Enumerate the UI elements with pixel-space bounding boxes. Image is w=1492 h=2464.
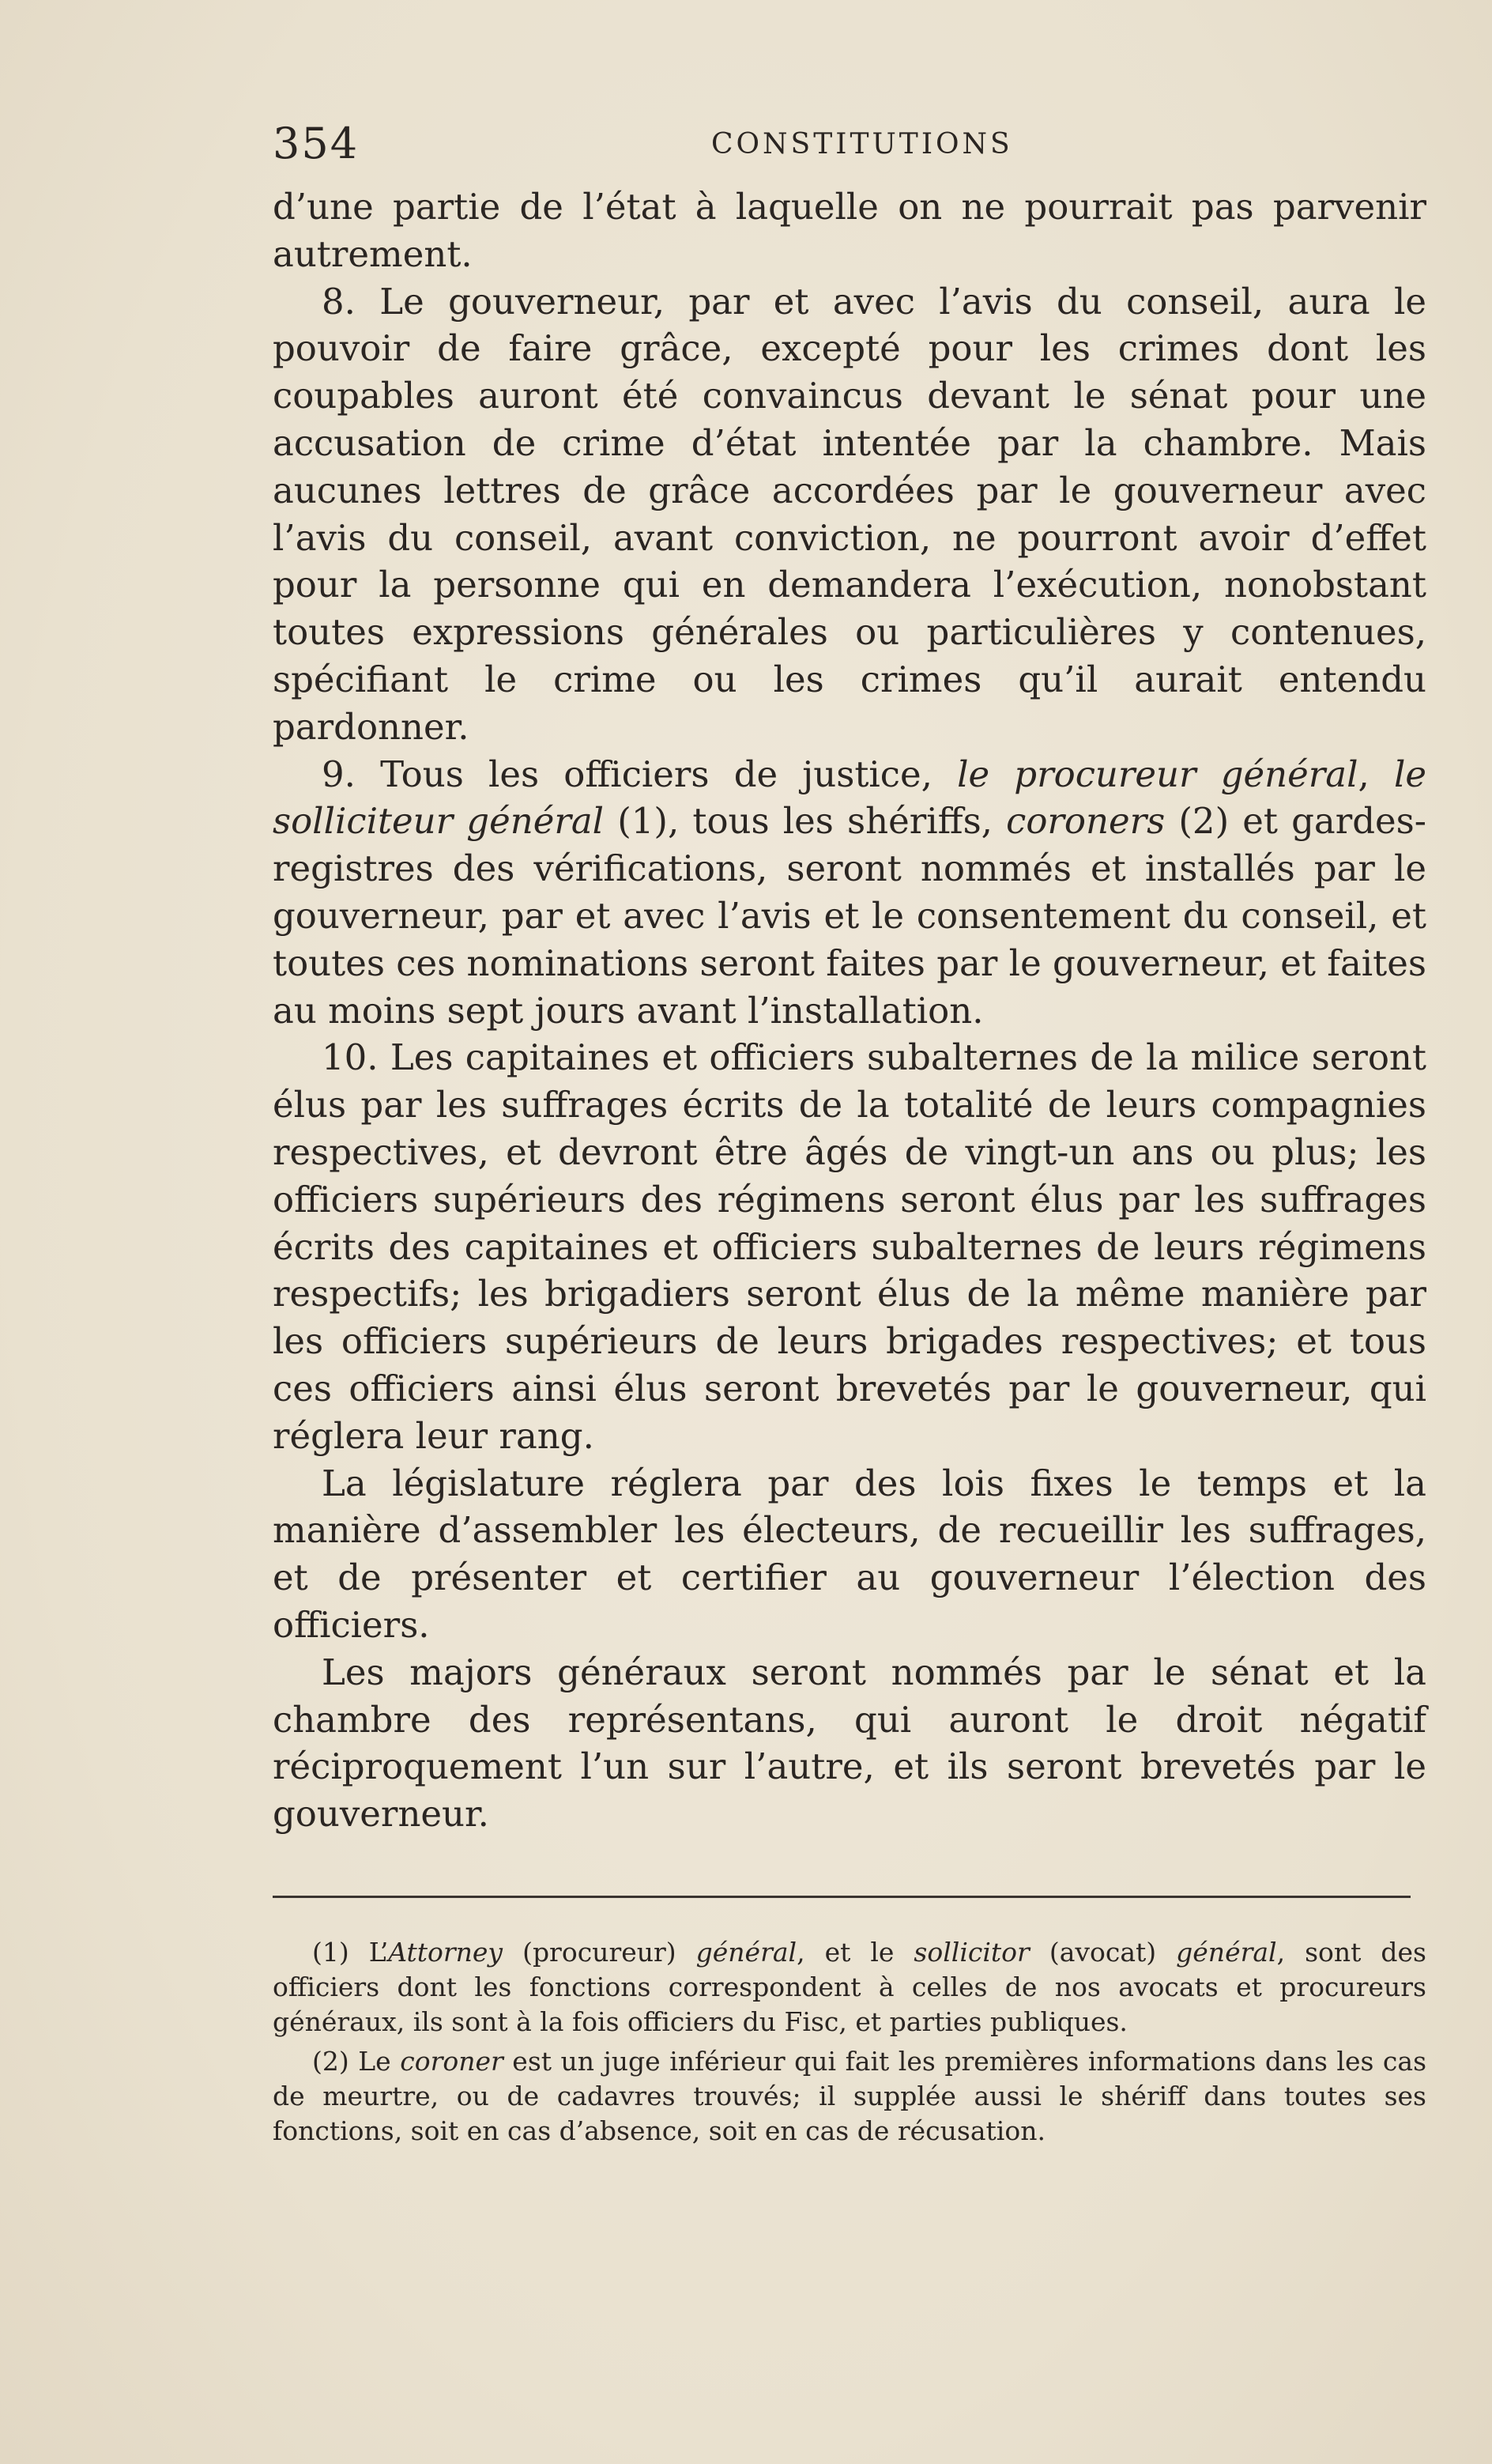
article-9 bbox=[273, 751, 1426, 1035]
footnote-1-text: (avocat) bbox=[1029, 1937, 1177, 1968]
paragraph-continuation: d’une partie de l’état à laquelle on ne pourrait pas parvenir autrement. bbox=[273, 186, 1426, 275]
footnote-1-text: , sont des officiers dont les fonctions correspondent à celles de nos avocats et procureurs généraux, ils sont à la fois officiers du Fisc, et parties publiques. bbox=[273, 1937, 1426, 2037]
footnotes bbox=[273, 1935, 1426, 2153]
sollicitor-term: sollicitor bbox=[914, 1937, 1030, 1968]
general-term: général bbox=[695, 1937, 797, 1968]
footnote-divider bbox=[273, 1896, 1411, 1898]
main-text bbox=[273, 183, 1426, 1838]
article-9-text: , bbox=[1358, 753, 1394, 795]
paragraph-legislature: La législature réglera par des lois fixes le temps et la manière d’assembler les électeurs, de recueillir les suffrages, et de présenter et certifier au gouverneur l’élection des officiers. bbox=[273, 1462, 1426, 1646]
article-9-text: (2) et gardes-registres des vérifications, seront nommés et installés par le gouverneur, par et avec l’avis et le consentement du conseil, et toutes ces nominations seront faites par le gouverneur, et faites au moins sept jours avant l’installation. bbox=[273, 800, 1426, 1032]
procureur-general-term: le procureur général bbox=[957, 753, 1358, 795]
paragraph-majors-generaux: Les majors généraux seront nommés par le sénat et la chambre des représentans, qui auront le droit négatif réciproquement l’un sur l’autre, et ils seront brevetés par le gouverneur. bbox=[273, 1651, 1426, 1836]
general-term: général bbox=[1176, 1937, 1277, 1968]
footnote-1-text: (procureur) bbox=[503, 1937, 696, 1968]
solliciteur-general-term: le solliciteur général bbox=[273, 753, 1426, 843]
footnote-1-text: , et le bbox=[797, 1937, 914, 1968]
footnote-1-text: (1) L’ bbox=[312, 1937, 389, 1968]
attorney-term: Attorney bbox=[388, 1937, 503, 1968]
page-header bbox=[273, 119, 1426, 182]
footnote-2-text: est un juge inférieur qui fait les premières informations dans les cas de meurtre, ou de cadavres trouvés; il supplée aussi le shériff dans toutes ses fonctions, soit en cas d’absence, soit en cas de récusation. bbox=[273, 2046, 1427, 2146]
footnote-1 bbox=[273, 1935, 1426, 2039]
article-9-text: (1), tous les shériffs, bbox=[604, 800, 1007, 843]
article-8: 8. Le gouverneur, par et avec l’avis du conseil, aura le pouvoir de faire grâce, excepté pour les crimes dont les coupables auront été convaincus devant le sénat pour une accusation de crime d’état intentée par la chambre. Mais aucunes lettres de grâce accordées par le gouverneur avec l’avis du conseil, avant conviction, ne pourront avoir d’effet pour la personne qui en demandera l’exécution, nonobstant toutes expressions générales ou particulières y contenues, spécifiant le crime ou les crimes qu’il aurait entendu pardonner. bbox=[273, 280, 1426, 748]
footnote-2 bbox=[273, 2044, 1426, 2149]
running-title: CONSTITUTIONS bbox=[711, 128, 1013, 160]
page-number: 354 bbox=[273, 119, 360, 168]
article-10: 10. Les capitaines et officiers subalternes de la milice seront élus par les suffrages écrits de la totalité de leurs compagnies respectives, et devront être âgés de vingt-un ans ou plus; les officiers supérieurs des régimens seront élus par les suffrages écrits des capitaines et officiers subalternes de leurs régimens respectifs; les brigadiers seront élus de la même manière par les officiers supérieurs de leurs brigades respectives; et tous ces officiers ainsi élus seront brevetés par le gouverneur, qui réglera leur rang. bbox=[273, 1036, 1426, 1457]
coroner-term: coroner bbox=[400, 2046, 503, 2077]
footnote-2-text: (2) Le bbox=[312, 2046, 401, 2077]
coroners-term: coroners bbox=[1006, 800, 1166, 843]
article-9-text: 9. Tous les officiers de justice, bbox=[322, 753, 958, 795]
